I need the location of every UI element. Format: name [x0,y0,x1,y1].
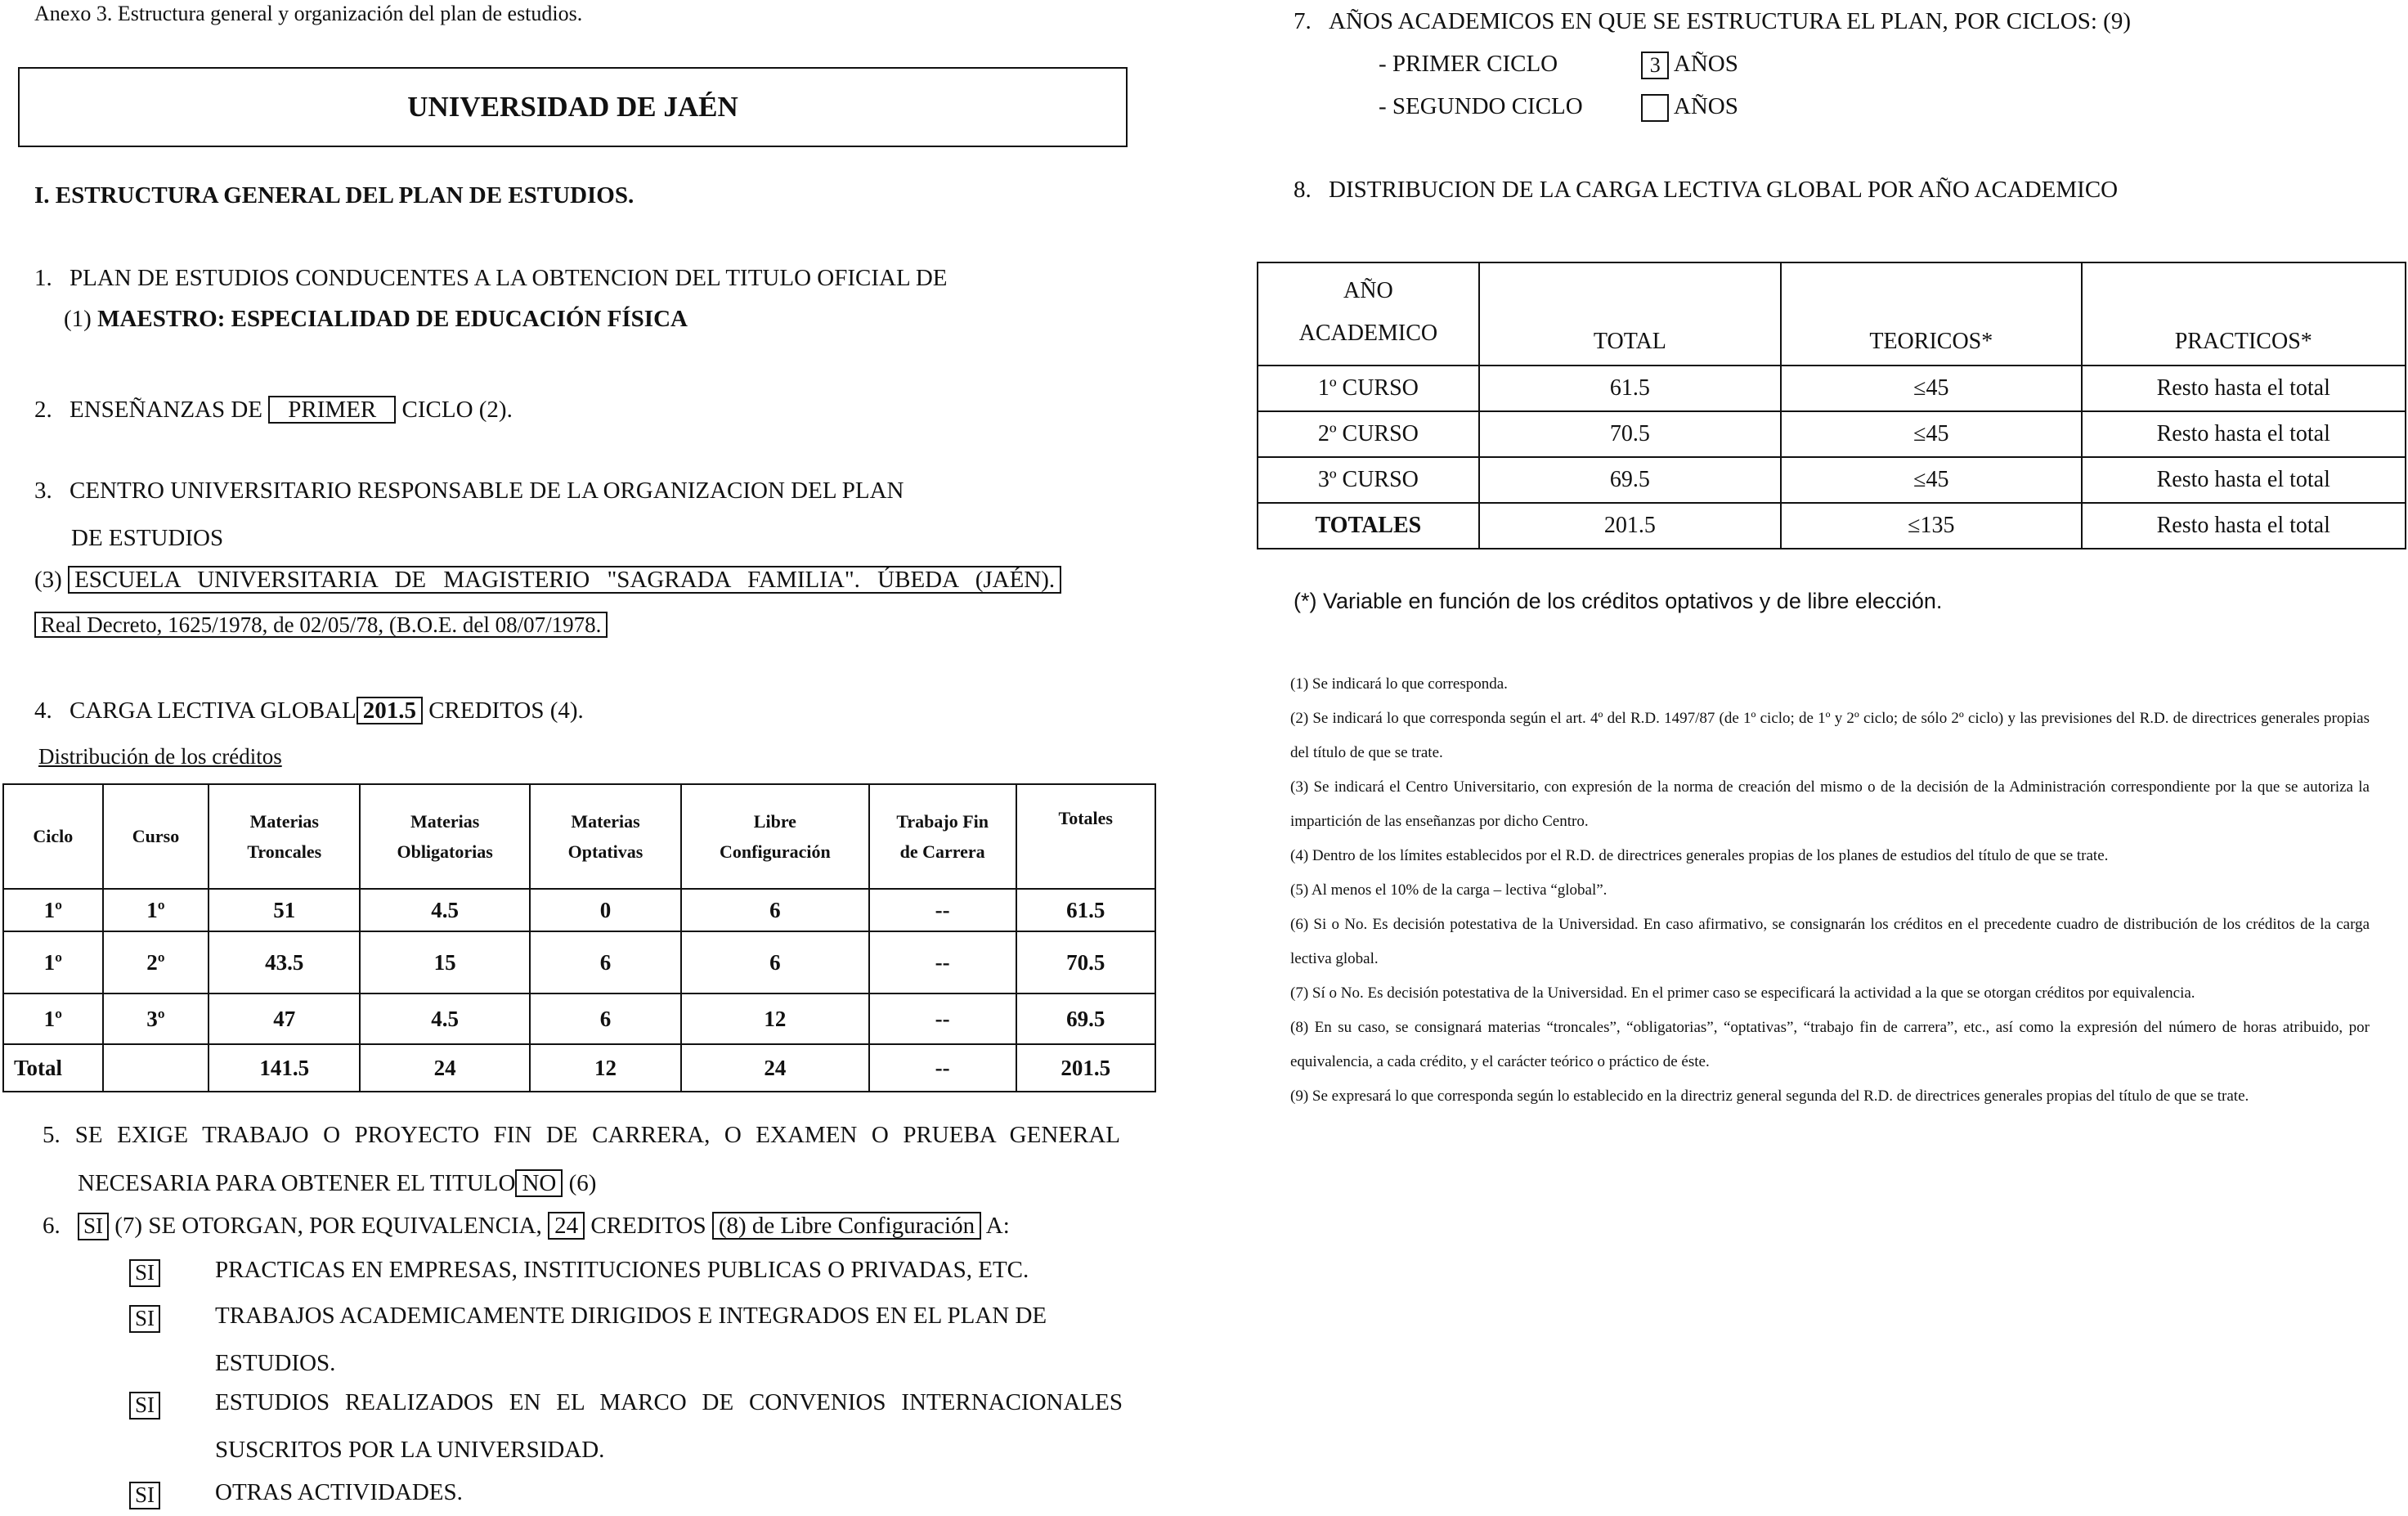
subitem-text: ESTUDIOS REALIZADOS EN EL MARCO DE CONVENIOS INTERNACIONALES SUSCRITOS POR LA UNIVERSIDAD. [215,1389,1123,1463]
table-cell: 61.5 [1016,889,1155,931]
cycle-row [1379,93,1738,122]
subitem-check: SI [129,1482,160,1509]
item6-creditos-label: CREDITOS [590,1213,706,1239]
table-cell: 6 [530,993,681,1044]
item7-line [1294,8,2131,35]
item8-line [1294,177,2118,204]
table-cell: 12 [530,1044,681,1092]
item6-suffix: A: [985,1213,1010,1239]
credits-header-cell: Libre Configuración [681,784,869,889]
credits-header-cell: Curso [103,784,209,889]
footnote: (7) Sí o No. Es decisión potestativa de la Universidad. En el primer caso se especificará la actividad a la que se otorgan créditos por equivalencia. [1290,985,2195,1002]
item3-text2: DE ESTUDIOS [71,525,224,551]
item3-decree-box: Real Decreto, 1625/1978, de 02/05/78, (B.O.E. del 08/07/1978. [34,612,608,638]
item3-text1: CENTRO UNIVERSITARIO RESPONSABLE DE LA ORGANIZACION DEL PLAN [70,478,904,504]
table-cell: ≤45 [1781,457,2081,503]
load-header-year-a: AÑO [1343,278,1393,303]
table-cell: 47 [209,993,360,1044]
item6-credits-box: 24 [548,1212,585,1240]
item1-title: MAESTRO: ESPECIALIDAD DE EDUCACIÓN FÍSICA [97,306,688,332]
table-row [3,1044,1155,1092]
load-header-total: TOTAL [1479,262,1781,366]
table-cell: 2º CURSO [1258,411,1479,457]
annex-header: Anexo 3. Estructura general y organización del plan de estudios. [34,2,583,25]
item6-type-box: (8) de Libre Configuración [712,1212,981,1240]
item2-post: CICLO (2). [401,397,513,423]
load-header-year [1258,262,1479,366]
table-cell: -- [869,931,1016,993]
item1-text: PLAN DE ESTUDIOS CONDUCENTES A LA OBTENCION DEL TITULO OFICIAL DE [70,265,948,291]
footnote: (8) En su caso, se consignará materias “troncales”, “obligatorias”, “optativas”, “trabajo fin de carrera”, etc., así como la expresión del número de horas atribuido, por equivalencia, a cada crédito, y el carácter teórico o práctico de éste. [1290,1019,2370,1070]
footnote: (9) Se expresará lo que corresponda según lo establecido en la directriz general segunda del R.D. de directrices generales propias del título de que se trate. [1290,1088,2249,1105]
item8-text: DISTRIBUCION DE LA CARGA LECTIVA GLOBAL POR AÑO ACADEMICO [1329,177,2119,203]
subitem-check: SI [129,1305,160,1333]
cycle-value-box: 3 [1641,52,1669,79]
table-cell: 6 [681,931,869,993]
cycle-label: - SEGUNDO CICLO [1379,93,1583,119]
credits-table [2,783,1156,1092]
item1-line [34,265,948,292]
table-cell: 201.5 [1479,503,1781,549]
table-cell: 1º [103,889,209,931]
credits-header-cell: Totales [1016,784,1155,889]
footnote: (1) Se indicará lo que corresponda. [1290,675,1508,693]
load-header-teoricos: TEORICOS* [1781,262,2081,366]
item5-number: 5. [43,1122,61,1148]
table-row [3,993,1155,1044]
table-row [1258,411,2406,457]
item6-ref: (7) SE OTORGAN, POR EQUIVALENCIA, [114,1213,542,1239]
table-cell: 70.5 [1479,411,1781,457]
section-title: I. ESTRUCTURA GENERAL DEL PLAN DE ESTUDIOS. [34,182,635,209]
item5-text2: NECESARIA PARA OBTENER EL TITULO [78,1170,516,1196]
item4-line [34,697,584,724]
credits-header-cell: Materias Optativas [530,784,681,889]
table-row [3,931,1155,993]
item3-decree-line [34,612,608,638]
item4-pre: CARGA LECTIVA GLOBAL [70,697,356,724]
item2-pre: ENSEÑANZAS DE [70,397,263,423]
item3-number: 3. [34,478,52,504]
table-cell: 69.5 [1479,457,1781,503]
cycle-row [1379,51,1738,79]
load-header-row [1258,262,2406,366]
table-cell: ≤45 [1781,366,2081,411]
subitem-check: SI [129,1259,160,1287]
item2-line [34,396,513,424]
table-cell: -- [869,889,1016,931]
asterisk-note: (*) Variable en función de los créditos optativos y de libre elección. [1294,589,1943,613]
table-cell: 6 [530,931,681,993]
item3-center-line [34,566,1061,594]
table-cell: 24 [681,1044,869,1092]
subitem-check: SI [129,1392,160,1420]
table-cell: 141.5 [209,1044,360,1092]
item7-text: AÑOS ACADEMICOS EN QUE SE ESTRUCTURA EL PLAN, POR CICLOS: (9) [1329,8,2131,34]
item5-line2 [78,1169,596,1197]
table-cell: Resto hasta el total [2082,366,2406,411]
table-cell: ≤135 [1781,503,2081,549]
footnote: (3) Se indicará el Centro Universitario, con expresión de la norma de creación del mismo o de la decisión de la Administración correspondiente por la que se autoriza la impartición de las enseñanzas por dicho Centro. [1290,778,2370,830]
load-header-practicos: PRACTICOS* [2082,262,2406,366]
item2-number: 2. [34,397,52,423]
table-cell: Resto hasta el total [2082,503,2406,549]
table-cell: 1º [3,993,103,1044]
footnotes [1290,667,2370,1114]
item5-value-box: NO [515,1169,563,1197]
table-cell: 70.5 [1016,931,1155,993]
item1-number: 1. [34,265,52,291]
item1-ref: (1) [64,306,92,332]
cycle-value-box [1641,94,1669,122]
footnote: (4) Dentro de los límites establecidos por el R.D. de directrices generales propias de los planes de estudios del título de que se trate. [1290,847,2109,864]
item3-line1 [34,478,904,505]
item8-number: 8. [1294,177,1312,203]
load-header-year-b: ACADEMICO [1298,321,1438,346]
table-cell: 201.5 [1016,1044,1155,1092]
item3-center-box: ESCUELA UNIVERSITARIA DE MAGISTERIO "SAGRADA FAMILIA". ÚBEDA (JAÉN). [68,566,1061,594]
table-row [1258,503,2406,549]
cycle-label: - PRIMER CICLO [1379,51,1558,77]
footnote: (5) Al menos el 10% de la carga – lectiva “global”. [1290,881,1608,899]
item3-ref: (3) [34,567,62,593]
item7-number: 7. [1294,8,1312,34]
university-box [18,67,1128,147]
credits-header-cell: Materias Troncales [209,784,360,889]
university-name: UNIVERSIDAD DE JAÉN [407,91,738,123]
table-cell: TOTALES [1258,503,1479,549]
item6-number: 6. [43,1213,61,1239]
load-table [1257,262,2406,549]
table-cell: Resto hasta el total [2082,457,2406,503]
table-cell: 61.5 [1479,366,1781,411]
table-cell: 2º [103,931,209,993]
table-cell: 6 [681,889,869,931]
table-row [1258,366,2406,411]
footnote: (6) Si o No. Es decisión potestativa de la Universidad. En caso afirmativo, se consignarán los créditos en el precedente cuadro de distribución de los créditos de la carga lectiva global. [1290,916,2370,967]
cycle-unit: AÑOS [1673,93,1738,119]
table-cell [103,1044,209,1092]
table-row [1258,457,2406,503]
table-cell: 1º CURSO [1258,366,1479,411]
table-cell: 12 [681,993,869,1044]
item6-line [43,1212,1010,1240]
table-cell: Resto hasta el total [2082,411,2406,457]
table-cell: 1º [3,889,103,931]
table-cell: ≤45 [1781,411,2081,457]
table-cell: Total [3,1044,103,1092]
table-cell: 15 [360,931,530,993]
table-cell: 43.5 [209,931,360,993]
subitem-text: PRACTICAS EN EMPRESAS, INSTITUCIONES PUBLICAS O PRIVADAS, ETC. [215,1257,1029,1283]
table-cell: 4.5 [360,993,530,1044]
table-row [3,889,1155,931]
distribution-label: Distribución de los créditos [38,744,282,769]
credits-header-row [3,784,1155,889]
item4-number: 4. [34,697,52,724]
credits-header-cell: Trabajo Fin de Carrera [869,784,1016,889]
footnote: (2) Se indicará lo que corresponda según el art. 4º del R.D. 1497/87 (de 1º ciclo; de 1º y 2º ciclo; de sólo 2º ciclo) y las previsiones del R.D. de directrices generales propias del título de que se trate. [1290,710,2370,761]
credits-header-cell: Ciclo [3,784,103,889]
item6-si-box: SI [78,1213,109,1240]
item5-text1: SE EXIGE TRABAJO O PROYECTO FIN DE CARRERA, O EXAMEN O PRUEBA GENERAL [74,1122,1120,1148]
table-cell: 4.5 [360,889,530,931]
table-cell: -- [869,993,1016,1044]
credits-header-cell: Materias Obligatorias [360,784,530,889]
table-cell: 24 [360,1044,530,1092]
table-cell: 3º CURSO [1258,457,1479,503]
item5-ref: (6) [568,1170,597,1196]
table-cell: 0 [530,889,681,931]
table-cell: 51 [209,889,360,931]
item4-post: CREDITOS (4). [428,697,584,724]
subitem-text: OTRAS ACTIVIDADES. [215,1479,463,1505]
table-cell: 69.5 [1016,993,1155,1044]
table-cell: 1º [3,931,103,993]
table-cell: -- [869,1044,1016,1092]
table-cell: 3º [103,993,209,1044]
subitem-text: TRABAJOS ACADEMICAMENTE DIRIGIDOS E INTEGRADOS EN EL PLAN DE ESTUDIOS. [215,1303,1047,1376]
item1-title-line [64,306,688,333]
item5-line1 [43,1122,1120,1149]
item4-value-box: 201.5 [356,697,423,724]
cycle-unit: AÑOS [1673,51,1738,77]
item2-value-box: PRIMER [268,396,396,424]
